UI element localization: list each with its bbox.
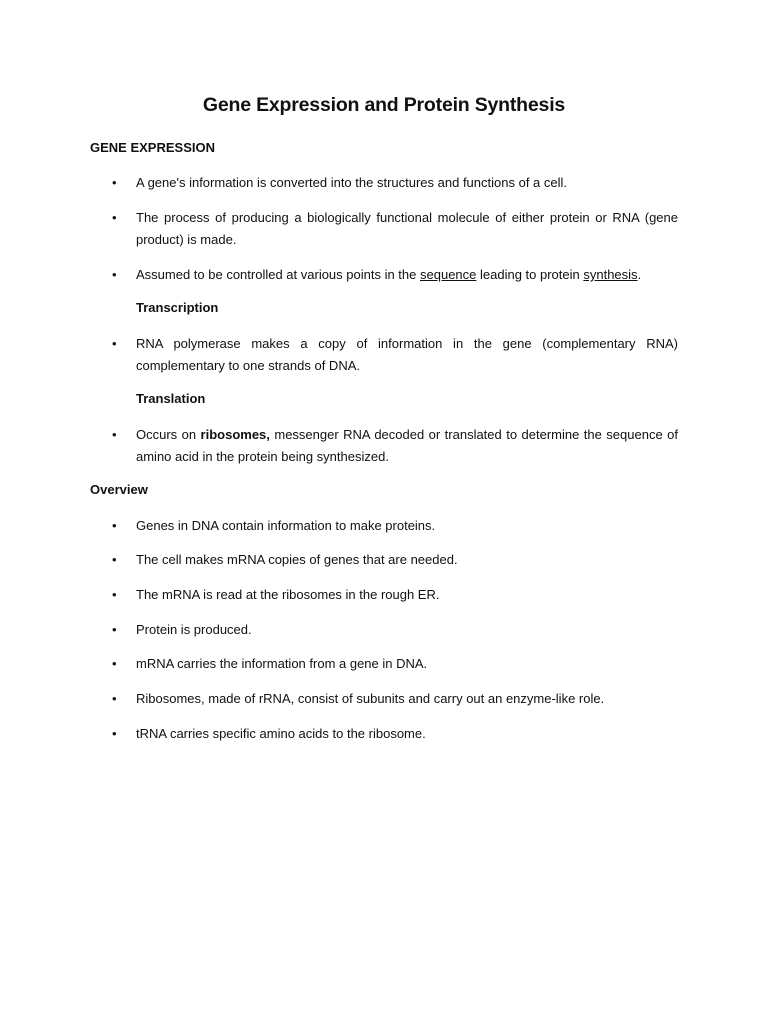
bullet-icon: • xyxy=(112,656,117,671)
list-item xyxy=(112,424,678,468)
bullet-icon: • xyxy=(112,175,117,190)
list-item-text-part: messenger RNA decoded or translated to determine the sequence of amino acid in the protein being synthesized. xyxy=(136,427,678,464)
ribosomes-bold-text: ribosomes, xyxy=(200,427,270,442)
list-item-text xyxy=(136,424,678,468)
list-item-text: tRNA carries specific amino acids to the ribosome. xyxy=(136,726,426,741)
list-item-text xyxy=(136,264,678,286)
bullet-icon: • xyxy=(112,336,117,351)
list-item xyxy=(112,549,678,571)
list-item-text: The mRNA is read at the ribosomes in the rough ER. xyxy=(136,587,440,602)
section-heading-gene-expression: GENE EXPRESSION xyxy=(90,140,215,155)
bullet-icon: • xyxy=(112,518,117,533)
bullet-icon: • xyxy=(112,552,117,567)
bullet-icon: • xyxy=(112,726,117,741)
list-item xyxy=(112,264,678,286)
subheading-translation: Translation xyxy=(136,391,206,406)
bullet-icon: • xyxy=(112,427,117,442)
list-item xyxy=(112,515,678,537)
list-item xyxy=(112,619,678,641)
sequence-link[interactable]: sequence xyxy=(420,267,477,282)
list-item xyxy=(112,584,678,606)
section-heading-overview: Overview xyxy=(90,482,148,497)
page-title: Gene Expression and Protein Synthesis xyxy=(202,94,566,116)
list-item xyxy=(112,653,678,675)
list-item xyxy=(112,172,678,194)
bullet-icon: • xyxy=(112,691,117,706)
list-item-text-part: Occurs on xyxy=(136,427,201,442)
list-item-text: RNA polymerase makes a copy of information in the gene (complementary RNA) complementary to one strands of DNA. xyxy=(136,336,678,373)
bullet-icon: • xyxy=(112,587,117,602)
bullet-icon: • xyxy=(112,210,117,225)
list-item xyxy=(112,333,678,377)
list-item xyxy=(112,723,678,745)
list-item-text: Protein is produced. xyxy=(136,622,252,637)
list-item xyxy=(112,207,678,251)
list-item-text: Genes in DNA contain information to make proteins. xyxy=(136,518,436,533)
list-item-text-part: . xyxy=(637,267,642,282)
list-item-text: The process of producing a biologically functional molecule of either protein or RNA (gene product) is made. xyxy=(136,210,678,247)
list-item-text-part: Assumed to be controlled at various points in the xyxy=(136,267,420,282)
list-item-text-part: leading to protein xyxy=(476,267,584,282)
list-item-text: A gene's information is converted into the structures and functions of a cell. xyxy=(136,175,567,190)
list-item-text: Ribosomes, made of rRNA, consist of subunits and carry out an enzyme-like role. xyxy=(136,691,605,706)
subheading-transcription: Transcription xyxy=(136,300,219,315)
list-item-text: The cell makes mRNA copies of genes that are needed. xyxy=(136,552,458,567)
list-item-text: mRNA carries the information from a gene in DNA. xyxy=(136,656,428,671)
bullet-icon: • xyxy=(112,622,117,637)
bullet-icon: • xyxy=(112,267,117,282)
synthesis-link[interactable]: synthesis xyxy=(583,267,638,282)
list-item xyxy=(112,688,678,710)
